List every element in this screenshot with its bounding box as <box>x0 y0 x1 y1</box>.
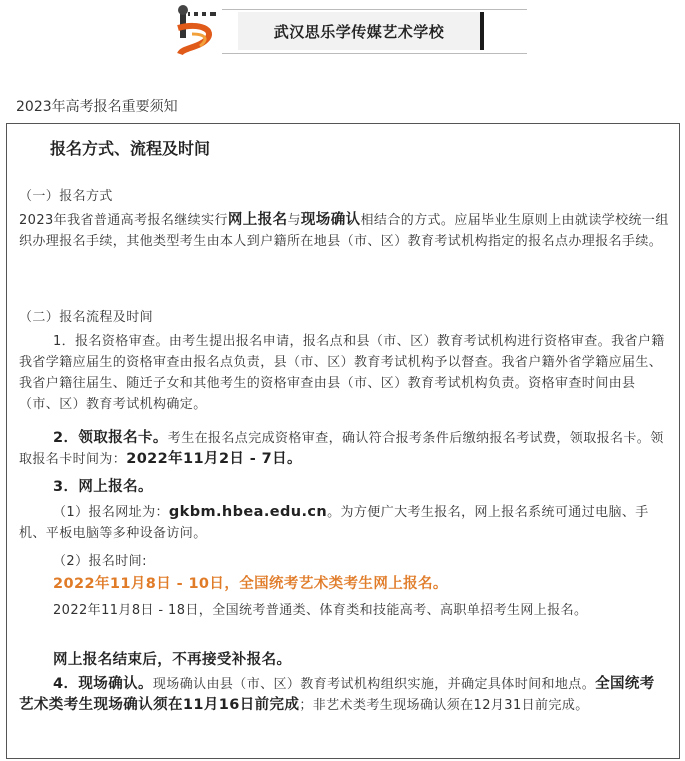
school-name-box <box>238 12 484 50</box>
part2-heading: （二）报名流程及时间 <box>19 310 154 325</box>
step2-text: 考生在报名点完成资格审查，确认符合报考条件后缴纳报名考试费，领取报名卡。领取报名卡时间为： <box>19 431 664 467</box>
no-late-registration-notice <box>53 650 685 671</box>
registration-url[interactable]: gkbm.hbea.edu.cn <box>168 504 328 520</box>
step3-sub1-paragraph <box>19 502 669 544</box>
part1-heading: （一）报名方式 <box>19 189 113 204</box>
art-registration-dates <box>53 574 685 595</box>
part1-text-c: 相结合的方式。应届毕业生原则上由就读学校统一组织办理报名手续，其他类型考生由本人到户籍所在地县（市、区）教育考试机构指定的报名点办理报名手续。 <box>19 213 669 249</box>
document-title: 2023年高考报名重要须知 <box>16 99 178 115</box>
step4-art-deadline: 全国统考艺术类考生现场确认须在11月16日前完成 <box>19 676 655 713</box>
step4-text: 现场确认由县（市、区）教育考试机构组织实施，并确定具体时间和地点。 <box>152 677 596 692</box>
step3-heading-text: 3．网上报名。 <box>53 479 153 495</box>
school-name: 武汉思乐学传媒艺术学校 <box>273 23 445 41</box>
step1-paragraph: 1．报名资格审查。由考生提出报名申请，报名点和县（市、区）教育考试机构进行资格审查。我省户籍我省学籍应届生的资格审查由报名点负责，县（市、区）教育考试机构予以督查。我省户籍外省学籍应届生、我省户籍往届生、随迁子女和其他考生的资格审查由县（市、区）教育考试机构负责。资格审查时间由县（市、区）教育考试机构确定。 <box>19 334 665 412</box>
step4-text2: ；非艺术类考生现场确认须在12月31日前完成。 <box>299 698 589 713</box>
step2-heading: 2．领取报名卡。 <box>53 430 168 446</box>
header-divider-bottom <box>222 53 527 54</box>
header <box>0 0 685 70</box>
section-title: 报名方式、流程及时间 <box>50 139 211 158</box>
part1-text-a: 2023年我省普通高考报名继续实行 <box>19 213 228 228</box>
part1-text-b: 与 <box>287 213 301 228</box>
header-divider-top <box>222 9 527 10</box>
part1-paragraph <box>19 210 669 252</box>
step3-sub1-label: （1）报名网址为： <box>53 505 169 520</box>
art-registration-text: 2022年11月8日 - 10日，全国统考艺术类考生网上报名。 <box>53 576 448 592</box>
step2-date: 2022年11月2日 - 7日。 <box>126 451 302 467</box>
notice-text: 网上报名结束后，不再接受补报名。 <box>53 652 292 668</box>
step3-sub2-heading: （2）报名时间: <box>53 554 147 569</box>
step4-heading: 4．现场确认。 <box>53 676 153 692</box>
part1-bold-online: 网上报名 <box>227 212 288 228</box>
part1-bold-confirm: 现场确认 <box>300 212 361 228</box>
school-logo <box>170 4 220 58</box>
step3-sub1-rest: 。为方便广大考生报名，网上报名系统可通过电脑、手机、平板电脑等多种设备访问。 <box>19 505 649 541</box>
step4-paragraph <box>19 674 669 716</box>
step3-heading <box>53 477 685 498</box>
general-registration-dates: 2022年11月8日 - 18日，全国统考普通类、体育类和技能高考、高职单招考生网上报名。 <box>53 603 588 618</box>
step2-paragraph <box>19 428 669 470</box>
